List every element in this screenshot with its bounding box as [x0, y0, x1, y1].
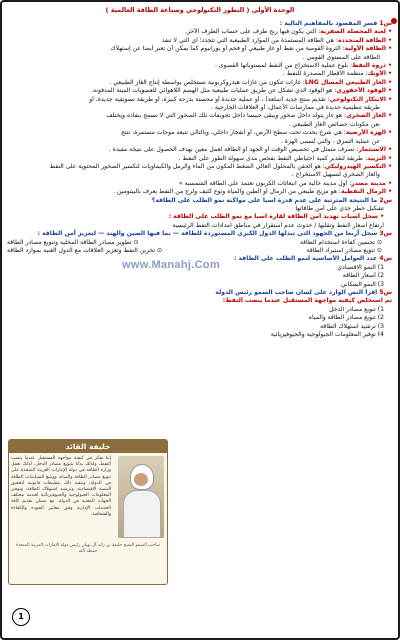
- q4-item: 1) النمو الاقتصادي: [337, 263, 384, 271]
- q1-item: • التزييد: طريقة لتقدير كمية احتياطي النفط بفحص مدى سهولة الطور على النفط .: [178, 154, 392, 162]
- q1-item-continuation: الطاقة على المستوى القومي .: [302, 53, 380, 61]
- q1-heading: س1 فسر المقصود بالمفاهيم التالية :: [279, 20, 392, 27]
- q1-item: • لعبة المحصلة الصفرية: التي يكون فيها ربح طرف على حساب الطرف الآخر.: [185, 28, 392, 36]
- q1-item: • الغاز الطبيعي المسال LNG: غازات تتكون من غازات هيدروكربونية تستخلص بواسطة إنتاج الغاز الطبيعي .: [109, 78, 392, 86]
- q1-item: • الطاقة المتجددة: هي الطاقة المستمدة من الموارد الطبيعية التي تتجدد؛ أي التي لا تنفد: [161, 36, 392, 44]
- q3-item: ⊙ تخزين النفط وتعزيز العلاقات مع الدول الغنية بموارد الطاقة: [7, 246, 163, 254]
- page-number: 1: [12, 608, 30, 626]
- q2-heading: س2 ما النتيجة المترتبة على عدم قدرة آسيا على مواكبة نمو الطلب على الطاقة؟: [151, 196, 392, 204]
- quote-card: [8, 439, 168, 585]
- q1-item-continuation: والغاز الصخري لتسهيل الاستخراج .: [291, 171, 380, 179]
- quote-card-text: إننا نفكر في كيفية مواجهة المستقبل عندما ينضب النفط، ولذلك بدأنا بتنويع مصادر الدخل، لذلك نعمل وزارة الطاقة في دولة الإمارات العربية المتحدة على تنويع مصادر الطاقة والمياه، ووضع السياسات الطاقة في الدولة، وتنفيذ ذلك بتطبيقات قانونية لتحقيق التنمية الاقتصادية، وترشيد استهلاك الطاقة، وتوفير المعلومات الجيولوجية والجيوفيزيائية لخدمة مختلف الجهات المعنية في الدولة، مع ضمان تقديم كافة الخدمات الإدارية وفق معايير الجودة والكفاءة والشفافية.: [11, 456, 111, 517]
- q3-item: ⊙ تطوير مصادر الطاقة المحلية وتنويع مصادر الطاقة: [7, 238, 139, 246]
- q5-item: 3) ترشيد استهلاك الطاقة: [320, 322, 384, 330]
- q5-sub-heading: ثم استخلص كيفية مواجهة المستقبل عندما ينضب النفط:: [222, 297, 392, 305]
- quote-card-footer: صاحب السمو الشيخ خليفة بن زايد آل نهيان رئيس دولة الإمارات العربية المتحدة حفظه الله: [15, 543, 161, 554]
- questions-area: [7, 20, 392, 339]
- quote-card-body: [9, 453, 167, 541]
- q1-item: • التكسير الهيدروليكي: هو الحقن بالمحلول العالي الضغط المكون من الماء والرمل والكيماويات لتكسير الصخور المحتوية على النفط: [49, 162, 392, 170]
- q1-item: • الابتكار التكنولوجي: تقديم منتج جديد (سلعة) ، أو عملية جديدة أو محسنة بدرجة كبيرة، أو طريقة تسويقية جديدة، أو: [89, 95, 392, 103]
- q1-item: • الهزة الأرضية: هي شرخ يحدث تحت سطح الأرض، أو انفجار داخلي، وبالتالي تتبعه موجات مستمرة، تنتج: [121, 129, 392, 137]
- q1-item: • مدينة مصدر: أول مدينة خالية من انبعاثات الكربون تعتمد على الطاقة الشمسية »: [178, 179, 392, 187]
- unit-title: الوحدة الأولى ( التطور التكنولوجي وصناعة الطاقة العالمية ): [105, 6, 295, 14]
- q1-item: • الرمال النفطية: هو مزيج طبيعي من الرمال أو الطين والمياه ونوع كثيف ولزج من النفط يعرف بالبيتومين .: [113, 188, 392, 196]
- q3-heading: س3 سجل أربعا من الجهود التي تبذلها الدول الكبرى المستوردة للطاقة — بما فيها الصين والهند — لتعزيز أمن الطاقة :: [37, 230, 392, 238]
- q3-row: [7, 239, 392, 247]
- q4-item: 3) النمو السكاني: [340, 280, 384, 288]
- q1-item: • ذروة النفط: بلوغ عملية الاستخراج من النفط لمستوياتها القصوى .: [215, 62, 392, 70]
- q5-item: 4) توفير المعلومات الجيولوجية والجيوفيزيائية: [270, 331, 384, 339]
- leader-portrait-image: [118, 456, 164, 538]
- q2-sub-answer: ارتفاع أسعار النفط وتقلبها / حدوث عدم استقرار في مناطق امدادات النفط الرئيسية: [172, 221, 384, 229]
- q2-answer: تشكيل خطر جدي على أمن طاقاتها: [295, 204, 384, 212]
- q1-item: • الاستثمار: تصرف متمثل في تخصيص الوقت أو الجهد أو الطاقة لعمل معين بهدف الحصول على نتيجة مفيدة .: [108, 146, 392, 154]
- q1-item-continuation: عن عملية التمزق ، والتي تُسمى الهزة .: [280, 137, 380, 145]
- q1-item: • الطاقة الأولية: الثروة القومية من نفط أو غاز طبيعي أو فحم أو يورانيوم كما يمكن أن تعبر أيضاً عن إستهلاك: [110, 45, 392, 53]
- quote-card-title: خليفة القائد: [9, 440, 167, 453]
- q4-item: 2) أسعار الطاقة: [342, 272, 384, 280]
- q5-item: 1) تنويع مصادر الدخل: [329, 305, 384, 313]
- q4-heading: س4 عدد العوامل الأساسية لنمو الطلب على الطاقة :: [234, 255, 392, 263]
- q1-item: • الغاز الصخري: هو غاز يتولد داخل صخور ويبقى حبيساً داخل تجويفات تلك الصخور التي لا تسمح بنفاذه ويختلف: [106, 112, 392, 120]
- q3-item: ⊙ تحسين كفاءة استخدام الطاقة: [299, 238, 382, 246]
- q1-item-continuation: نعن مكونات خصائص الغاز الطبيعي .: [288, 120, 380, 128]
- q3-item: ⊙ تنويع مصادر استيراد الطاقة: [306, 246, 382, 254]
- q5-heading: س5 اقرأ النص الوارد على لسان صاحب السمو رئيس الدولة: [215, 289, 392, 296]
- q1-item: • الوقود الأحفوري: هو الوقود الذي تشكل عن طريق عمليات طبيعية مثل الهضم اللاهوائي للعضويات الميتة المدفونة.: [91, 87, 392, 95]
- q2-sub-heading: • سجل أسباب تهديد أمن الطاقة لقارة آسيا مع نمو الطلب على الطاقة :: [168, 213, 384, 221]
- q3-row: [7, 247, 392, 255]
- q1-item-continuation: طريقة تنظيمية جديدة في ممارسات الأعمال، أو العلاقات الخارجية .: [211, 104, 380, 112]
- watermark: www.Manahj.Com: [122, 259, 220, 271]
- q5-item: 2) تنويع مصادر الطاقة والمياه: [308, 314, 384, 322]
- q1-item: • الأوبك: منظمة الأقطار المصدرة للنفط .: [282, 70, 392, 78]
